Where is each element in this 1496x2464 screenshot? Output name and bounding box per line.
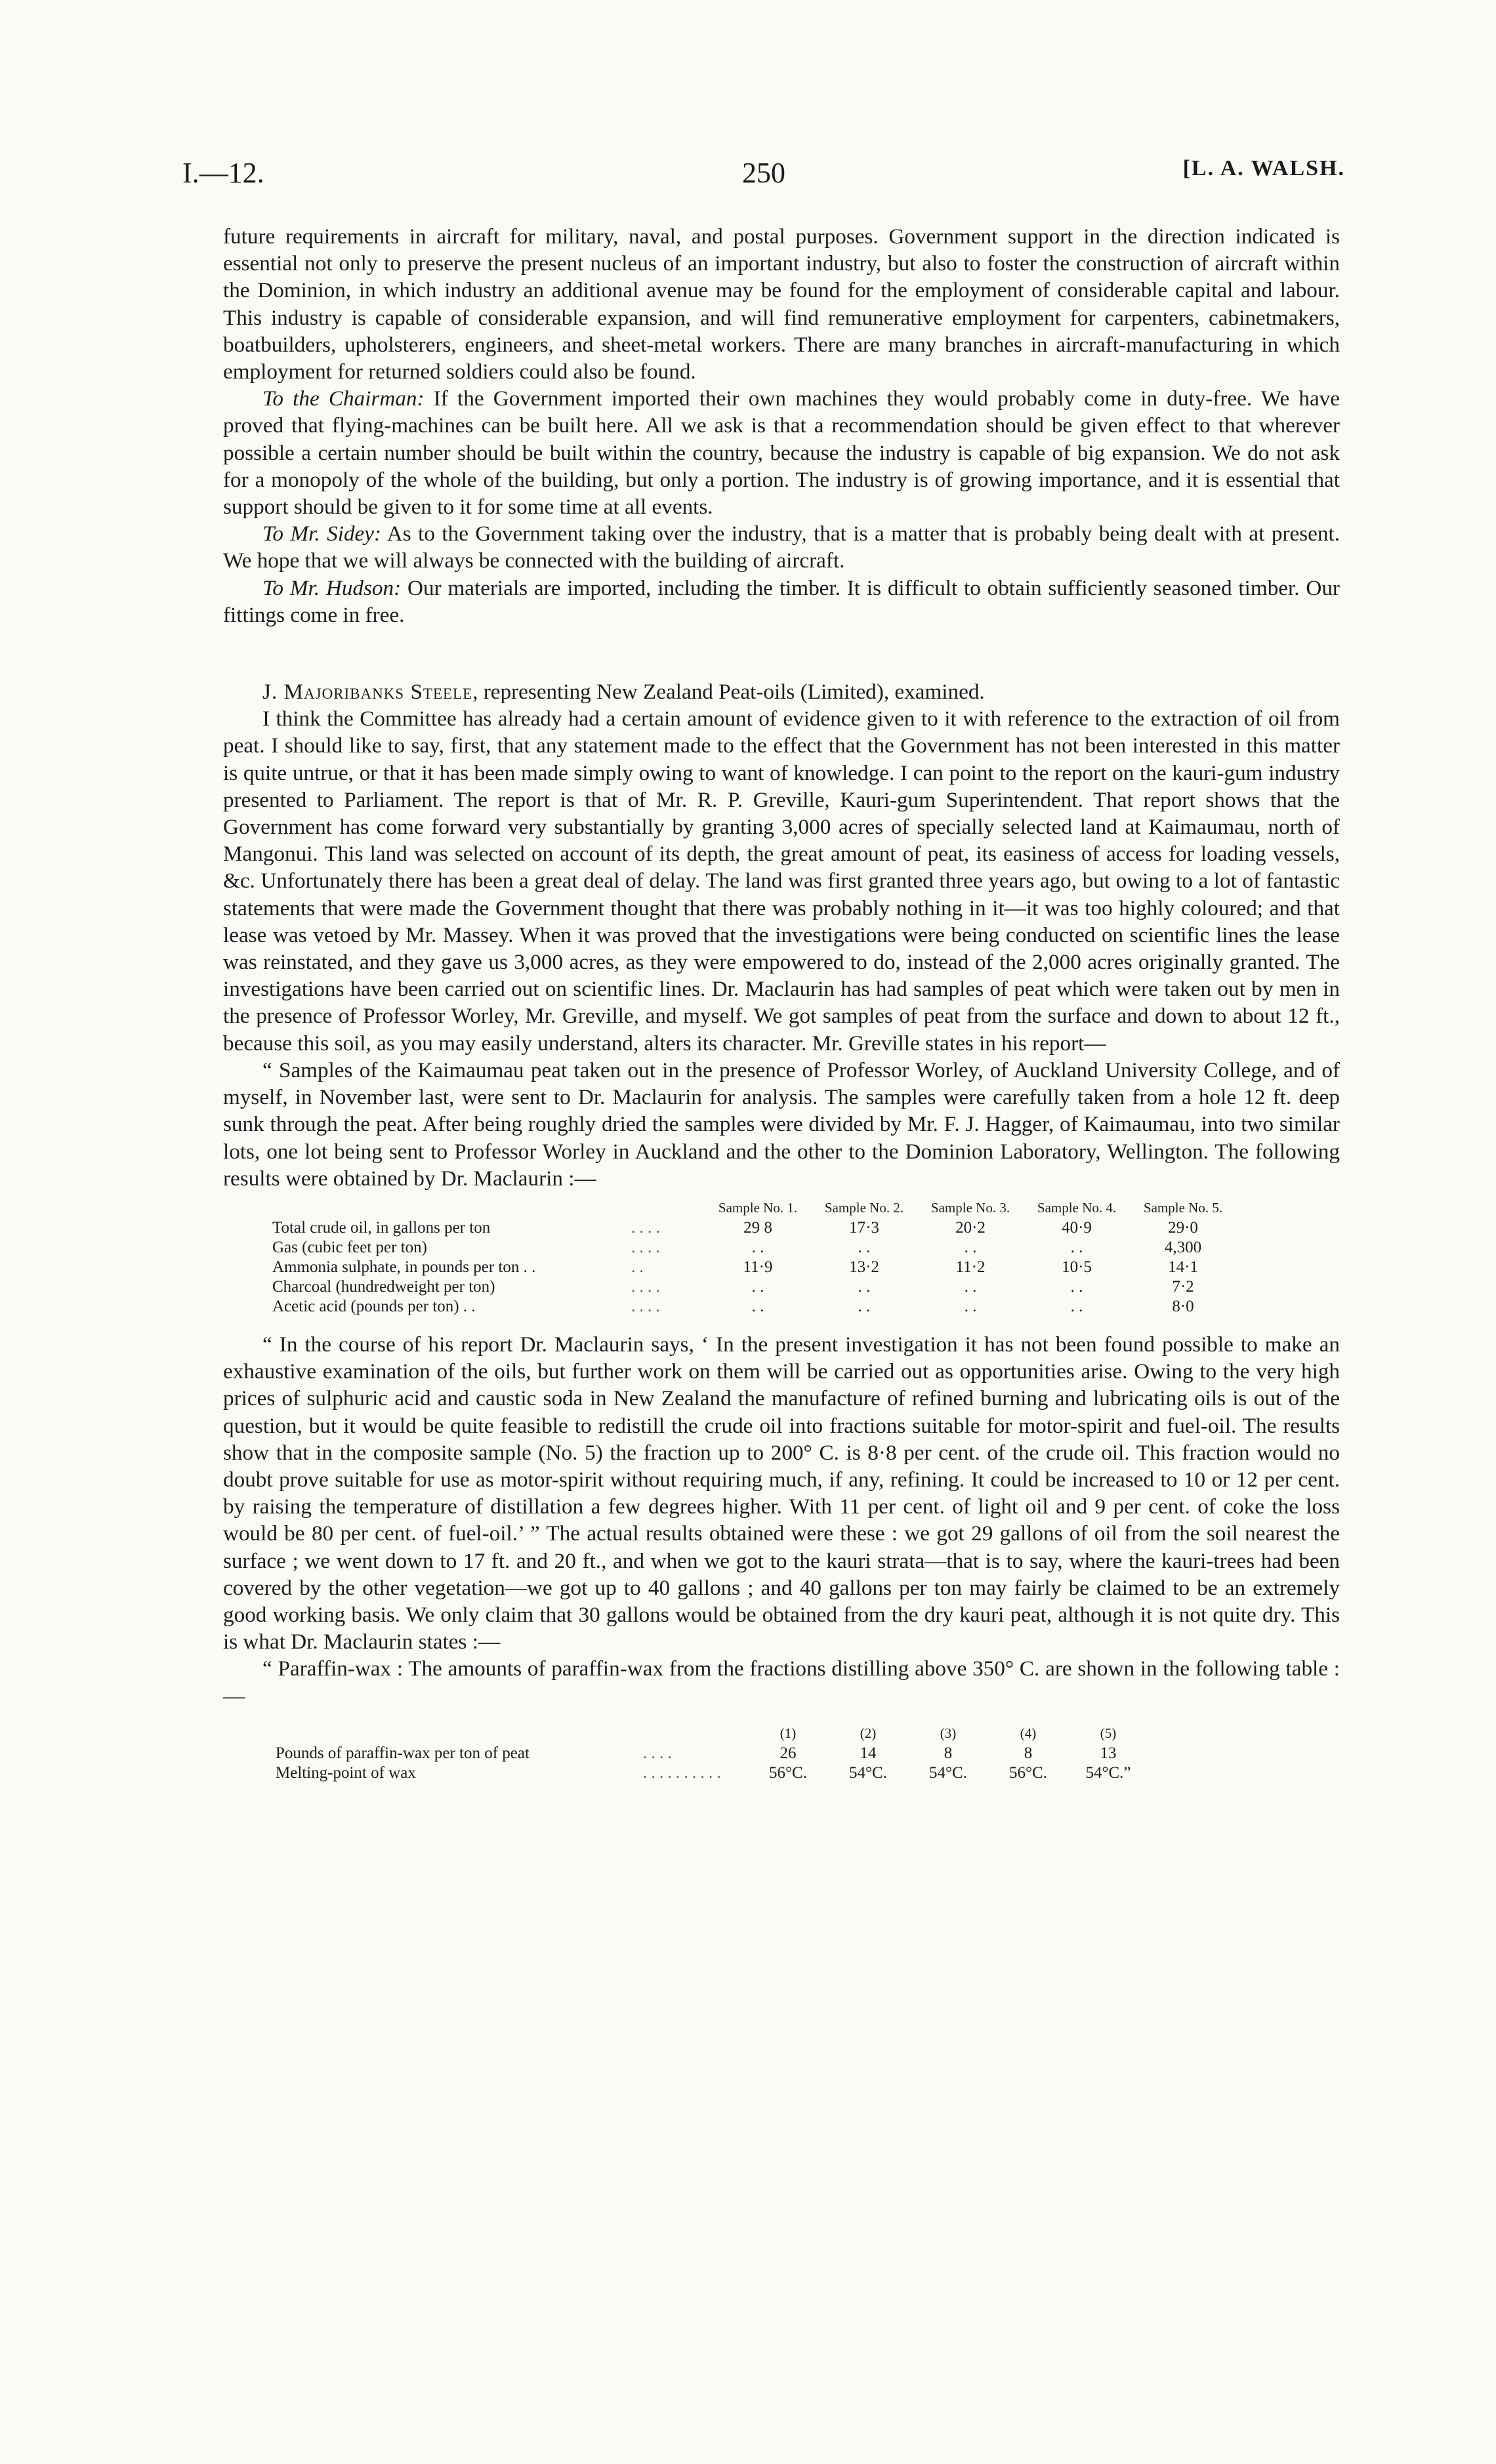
table-header-row — [272, 1200, 1236, 1218]
witness-heading — [223, 678, 1340, 705]
cell: 20·2 — [955, 1218, 986, 1237]
paragraph-5: I think the Committee has already had a certain amount of evidence given to it with reference to the extraction of oil from peat. I should like to say, first, that any statement made to the effect that the Government has not been interested in this matter is quite untrue, or that it has been made simply owing to want of knowledge. I can point to the report on the kauri-gum industry presented to Parliament. The report is that of Mr. R. P. Greville, Kauri-gum Superintendent. That report shows that the Government has come forward very substantially by granting 3,000 acres of specially selected land at Kaimaumau, north of Mangonui. This land was selected on account of its depth, the great amount of peat, its easiness of access for loading vessels, &c. Unfortunately there has been a great deal of delay. The land was first granted three years ago, but owing to a lot of fantastic statements that were made the Government thought that there was probably nothing in it—it was too highly coloured; and that lease was vetoed by Mr. Massey. When it was proved that the investigations were being conducted on scientific lines the lease was reinstated, and they gave us 3,000 acres, as they were empowered to do, instead of the 2,000 acres originally granted. The investigations have been carried out on scientific lines. Dr. Maclaurin has had samples of peat which were taken out by men in the presence of Professor Worley, Mr. Greville, and myself. We got samples of peat from the surface and down to about 12 ft., because this soil, as you may easily understand, alters its character. Mr. Greville states in his report— — [223, 707, 1340, 1056]
cell: 8 — [944, 1744, 953, 1762]
column-header: Sample No. 2. — [824, 1199, 904, 1216]
cell: 7·2 — [1172, 1277, 1194, 1296]
row-label: Acetic acid (pounds per ton) . . — [272, 1297, 476, 1315]
cell: 13·2 — [849, 1258, 879, 1276]
column-header: (2) — [860, 1725, 877, 1741]
leader-dots: . . . . . . . . . . — [643, 1763, 721, 1782]
cell: . . — [964, 1277, 977, 1296]
column-header: Sample No. 1. — [718, 1199, 798, 1216]
witness-description: , representing New Zealand Peat-oils (Limited), examined. — [472, 680, 985, 705]
paragraph-3 — [223, 520, 1340, 574]
table-row — [272, 1238, 1236, 1258]
column-header: (3) — [940, 1725, 957, 1741]
column-header: (1) — [779, 1725, 797, 1741]
cell: 8 — [1024, 1744, 1033, 1762]
paragraph-8: “ Paraffin-wax : The amounts of paraffin-wax from the fractions distilling above 350° C. are shown in the following table :— — [223, 1656, 1340, 1708]
paragraph-4 — [223, 575, 1340, 628]
cell: . . — [964, 1297, 977, 1315]
cell: 29 8 — [743, 1218, 772, 1237]
cell: 56°C. — [769, 1763, 807, 1782]
leader-dots: . . . . — [643, 1744, 672, 1762]
table-row — [276, 1744, 1148, 1763]
table-row — [272, 1277, 1236, 1297]
section-gap — [223, 628, 1340, 678]
cell: 40·9 — [1062, 1218, 1092, 1237]
cell: 10·5 — [1062, 1258, 1092, 1276]
column-header: (4) — [1020, 1725, 1037, 1741]
cell: 54°C.” — [1085, 1763, 1131, 1782]
table-row — [272, 1258, 1236, 1277]
row-label: Pounds of paraffin-wax per ton of peat — [276, 1744, 530, 1762]
cell: . . — [858, 1297, 871, 1315]
page-body — [223, 223, 1340, 1783]
leader-dots: . . . . — [631, 1218, 660, 1237]
row-label: Charcoal (hundredweight per ton) — [272, 1277, 495, 1296]
cell: . . — [751, 1297, 764, 1315]
column-header: Sample No. 5. — [1143, 1199, 1223, 1216]
paragraph-1: future requirements in aircraft for military, naval, and postal purposes. Government support in the direction indicated is essential not only to preserve the present nucleus of an important industry, but also to foster the construction of aircraft within the Dominion, in which industry an additional avenue may be found for the employment of considerable capital and labour. This industry is capable of considerable expansion, and will find remunerative employment for carpenters, cabinetmakers, boatbuilders, upholsterers, engineers, and sheet-metal workers. There are many branches in aircraft-manufacturing in which employment for returned soldiers could also be found. — [223, 224, 1340, 384]
page-header — [182, 156, 1345, 195]
witness-name: J. Majoribanks Steele — [262, 680, 473, 705]
speaker-label: To Mr. Sidey: — [262, 522, 382, 546]
paragraph-7: “ In the course of his report Dr. Maclaurin says, ‘ In the present investigation it has not been found possible to make an exhaustive examination of the oils, but further work on them will be carried out as opportunities arise. Owing to the very high prices of sulphuric acid and caustic soda in New Zealand the manufacture of refined burning and lubricating oils is out of the question, but it would be quite feasible to redistill the crude oil into fractions suitable for motor-spirit and fuel-oil. The results show that in the composite sample (No. 5) the fraction up to 200° C. is 8·8 per cent. of the crude oil. This fraction would no doubt prove suitable for use as motor-spirit without requiring much, if any, refining. It could be increased to 10 or 12 per cent. by raising the temperature of distillation a few degrees higher. With 11 per cent. of light oil and 9 per cent. of coke the loss would be 80 per cent. of fuel-oil.’ ” The actual results obtained were these : we got 29 gallons of oil from the soil nearest the surface ; we went down to 17 ft. and 20 ft., and when we got to the kauri strata—that is to say, where the kauri-trees had been covered by the other vegetation—we got up to 40 gallons ; and 40 gallons per ton may fairly be claimed to be an extremely good working basis. We only claim that 30 gallons would be obtained from the dry kauri peat, although it is not quite dry. This is what Dr. Maclaurin states :— — [223, 1332, 1340, 1654]
paraffin-wax-table — [276, 1723, 1148, 1783]
table-row — [272, 1297, 1236, 1317]
cell: . . — [964, 1238, 977, 1256]
cell: 17·3 — [849, 1218, 879, 1237]
cell: 13 — [1100, 1744, 1117, 1762]
row-label: Melting-point of wax — [276, 1763, 416, 1782]
cell: . . — [858, 1277, 871, 1296]
column-header: (5) — [1100, 1725, 1117, 1741]
row-label: Ammonia sulphate, in pounds per ton . . — [272, 1258, 536, 1276]
column-header: Sample No. 4. — [1037, 1199, 1117, 1216]
samples-table — [272, 1200, 1236, 1317]
cell: 11·9 — [743, 1258, 773, 1276]
cell: 26 — [779, 1744, 797, 1762]
cell: 4,300 — [1164, 1238, 1202, 1256]
page-number: 250 — [742, 157, 785, 189]
paragraph-2 — [223, 385, 1340, 520]
cell: 29·0 — [1168, 1218, 1198, 1237]
cell: . . — [751, 1277, 764, 1296]
cell: 54°C. — [849, 1763, 887, 1782]
cell: 54°C. — [929, 1763, 967, 1782]
cell: 56°C. — [1009, 1763, 1047, 1782]
spacer — [223, 1317, 1340, 1331]
row-label: Gas (cubic feet per ton) — [272, 1238, 427, 1256]
cell: . . — [1070, 1238, 1083, 1256]
table-row — [276, 1763, 1148, 1783]
row-label: Total crude oil, in gallons per ton — [272, 1218, 491, 1237]
cell: . . — [858, 1238, 871, 1256]
cell: 8·0 — [1172, 1297, 1194, 1315]
leader-dots: . . . . — [631, 1238, 660, 1256]
cell: 11·2 — [955, 1258, 986, 1276]
leader-dots: . . — [631, 1258, 644, 1276]
paragraph-6: “ Samples of the Kaimaumau peat taken out in the presence of Professor Worley, of Auckland University College, and of myself, in November last, were sent to Dr. Maclaurin for analysis. The samples were carefully taken from a hole 12 ft. deep sunk through the peat. After being roughly dried the samples were divided by Mr. F. J. Hagger, of Kaimaumau, into two similar lots, one lot being sent to Professor Worley in Auckland and the other to the Dominion Laboratory, Wellington. The following results were obtained by Dr. Maclaurin :— — [223, 1057, 1340, 1191]
leader-dots: . . . . — [631, 1297, 660, 1315]
paragraph-text: Our materials are imported, including the timber. It is difficult to obtain sufficiently seasoned timber. Our fittings come in free. — [223, 575, 1340, 627]
table-header-row — [276, 1723, 1148, 1744]
document-reference: I.—12. — [182, 157, 264, 189]
column-header: Sample No. 3. — [930, 1199, 1010, 1216]
leader-dots: . . . . — [631, 1277, 660, 1296]
speaker-label: To the Chairman: — [262, 386, 425, 411]
speaker-label: To Mr. Hudson: — [262, 575, 402, 600]
cell: . . — [1070, 1277, 1083, 1296]
cell: 14 — [860, 1744, 877, 1762]
cell: . . — [1070, 1297, 1083, 1315]
table-row — [272, 1218, 1236, 1238]
cell: . . — [751, 1238, 764, 1256]
paragraph-text: If the Government imported their own machines they would probably come in duty-free. We have proved that flying-machines can be built here. All we ask is that a recommendation should be given effect to that wherever possible a certain number should be built within the country, because the industry is capable of big expansion. We do not ask for a monopoly of the whole of the building, but only a portion. The industry is of growing importance, and it is essential that support should be given to it for some time at all events. — [223, 386, 1340, 520]
witness-header: [L. A. WALSH. — [1182, 156, 1345, 180]
paragraph-text: As to the Government taking over the industry, that is a matter that is probably being dealt with at present. We hope that we will always be connected with the building of aircraft. — [223, 522, 1340, 573]
cell: 14·1 — [1168, 1258, 1198, 1276]
